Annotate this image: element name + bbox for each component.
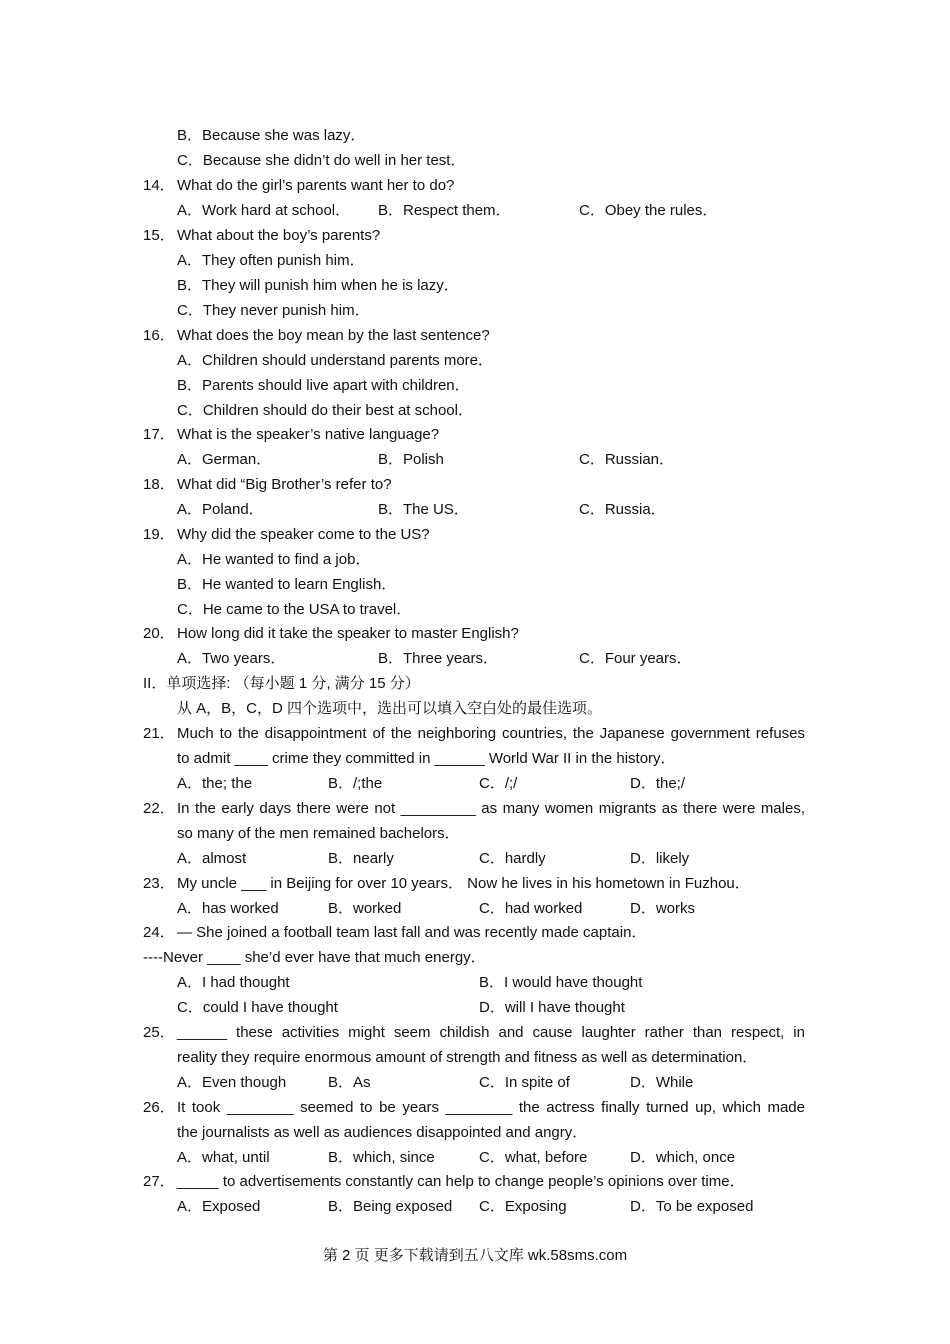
q26-number: 26． <box>143 1099 175 1116</box>
q14-option-c: C．Obey the rules． <box>579 202 718 219</box>
q19-option-c: C．He came to the USA to travel． <box>177 601 412 618</box>
section-heading: II．单项选择: （每小题 1 分, 满分 15 分） <box>143 675 420 692</box>
q21-option-d: D．the;/ <box>630 775 686 792</box>
q22-option-a: A．almost <box>177 850 247 867</box>
q15-option-c: C．They never punish him． <box>177 302 370 319</box>
q23-option-d: D．works <box>630 900 696 917</box>
q17-option-b: B．Polish <box>378 451 444 468</box>
q23-option-b: B．worked <box>328 900 402 917</box>
q15-number: 15． <box>143 227 175 244</box>
q19-option-b: B．He wanted to learn English． <box>177 576 397 593</box>
q21-option-a: A．the; the <box>177 775 253 792</box>
q24-question: — She joined a football team last fall and was recently made captain． <box>177 924 647 941</box>
q21-question-line1: Much to the disappointment of the neighboring countries, the Japanese government refuses <box>177 725 805 742</box>
q16-option-a: A．Children should understand parents more． <box>177 352 494 369</box>
q25-option-b: B．As <box>328 1074 371 1091</box>
q18-number: 18． <box>143 476 175 493</box>
q27-option-d: D．To be exposed <box>630 1198 754 1215</box>
q24-reply: ----Never ____ she’d ever have that much energy． <box>143 949 486 966</box>
q21-option-b: B．/;the <box>328 775 383 792</box>
q13-option-c: C．Because she didn’t do well in her test． <box>177 152 466 169</box>
q26-option-d: D．which, once <box>630 1149 736 1166</box>
q15-question: What about the boy’s parents? <box>177 227 381 244</box>
q25-option-c: C．In spite of <box>479 1074 570 1091</box>
q16-option-c: C．Children should do their best at school． <box>177 402 473 419</box>
q15-option-a: A．They often punish him． <box>177 252 365 269</box>
q21-question-line2: to admit ____ crime they committed in ______ World War II in the history． <box>177 750 676 767</box>
q27-option-b: B．Being exposed <box>328 1198 453 1215</box>
q17-option-c: C．Russian． <box>579 451 675 468</box>
q17-option-a: A．German． <box>177 451 272 468</box>
q23-question: My uncle ___ in Beijing for over 10 years． Now he lives in his hometown in Fuzhou． <box>177 875 750 892</box>
q14-number: 14． <box>143 177 175 194</box>
q19-number: 19． <box>143 526 175 543</box>
q24-option-b: B．I would have thought <box>479 974 643 991</box>
q14-question: What do the girl’s parents want her to do? <box>177 177 455 194</box>
q18-option-b: B．The US． <box>378 501 469 518</box>
q13-option-b: B．Because she was lazy． <box>177 127 366 144</box>
q26-option-b: B．which, since <box>328 1149 435 1166</box>
q26-option-c: C．what, before <box>479 1149 588 1166</box>
q24-option-a: A．I had thought <box>177 974 290 991</box>
q16-question: What does the boy mean by the last sentence? <box>177 327 490 344</box>
q22-option-d: D．likely <box>630 850 690 867</box>
q17-question: What is the speaker’s native language? <box>177 426 440 443</box>
q23-option-c: C．had worked <box>479 900 583 917</box>
q18-option-c: C．Russia． <box>579 501 666 518</box>
page-footer: 第 2 页 更多下载请到五八文库 wk.58sms.com <box>322 1247 628 1264</box>
q27-number: 27． <box>143 1173 175 1190</box>
section-instruction: 从 A，B，C，D 四个选项中，选出可以填入空白处的最佳选项。 <box>177 700 603 717</box>
q18-question: What did “Big Brother’s refer to? <box>177 476 392 493</box>
q14-option-b: B．Respect them． <box>378 202 511 219</box>
q15-option-b: B．They will punish him when he is lazy． <box>177 277 459 294</box>
q16-number: 16． <box>143 327 175 344</box>
q22-question-line1: In the early days there were not _________ as many women migrants as there were males, <box>177 800 805 817</box>
q17-number: 17． <box>143 426 175 443</box>
q19-option-a: A．He wanted to find a job． <box>177 551 371 568</box>
q26-question-line1: It took ________ seemed to be years ________ the actress finally turned up, which made <box>177 1099 805 1116</box>
q25-number: 25． <box>143 1024 175 1041</box>
q22-option-c: C．hardly <box>479 850 546 867</box>
q23-option-a: A．has worked <box>177 900 279 917</box>
q25-option-d: D．While <box>630 1074 694 1091</box>
q25-question-line2: reality they require enormous amount of strength and fitness as well as determination． <box>177 1049 758 1066</box>
q14-option-a: A．Work hard at school． <box>177 202 351 219</box>
q27-option-a: A．Exposed <box>177 1198 261 1215</box>
q21-option-c: C．/;/ <box>479 775 518 792</box>
q22-option-b: B．nearly <box>328 850 394 867</box>
q20-question: How long did it take the speaker to master English? <box>177 625 519 642</box>
q19-question: Why did the speaker come to the US? <box>177 526 430 543</box>
q24-option-d: D．will I have thought <box>479 999 625 1016</box>
q20-option-a: A．Two years． <box>177 650 286 667</box>
q18-option-a: A．Poland． <box>177 501 264 518</box>
q24-number: 24． <box>143 924 175 941</box>
q23-number: 23． <box>143 875 175 892</box>
q27-option-c: C．Exposing <box>479 1198 567 1215</box>
q20-option-c: C．Four years． <box>579 650 692 667</box>
q25-question-line1: ______ these activities might seem childish and cause laughter rather than respect, in <box>177 1024 805 1041</box>
q21-number: 21． <box>143 725 175 742</box>
q22-question-line2: so many of the men remained bachelors． <box>177 825 460 842</box>
q26-option-a: A．what, until <box>177 1149 270 1166</box>
q24-option-c: C．could I have thought <box>177 999 338 1016</box>
q20-option-b: B．Three years． <box>378 650 499 667</box>
q27-question: _____ to advertisements constantly can help to change people’s opinions over time． <box>177 1173 745 1190</box>
q25-option-a: A．Even though <box>177 1074 287 1091</box>
q20-number: 20． <box>143 625 175 642</box>
q26-question-line2: the journalists as well as audiences disappointed and angry． <box>177 1124 588 1141</box>
q22-number: 22． <box>143 800 175 817</box>
q16-option-b: B．Parents should live apart with children． <box>177 377 470 394</box>
